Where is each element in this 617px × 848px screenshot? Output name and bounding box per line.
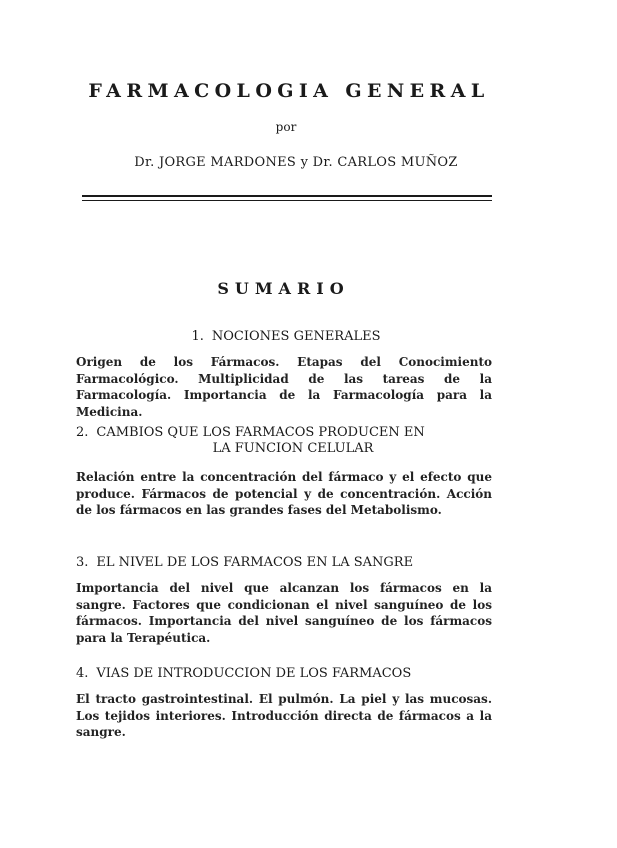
section-title-line2: LA FUNCION CELULAR (212, 441, 374, 456)
section-number: 1. (191, 329, 204, 344)
byline-por: por (275, 120, 297, 134)
section-title: NOCIONES GENERALES (211, 329, 381, 344)
section-number: 3. (76, 555, 89, 570)
section-title: CAMBIOS QUE LOS FARMACOS PRODUCEN EN (96, 425, 425, 440)
section-paragraph: Origen de los Fármacos. Etapas del Conocimiento Farmacológico. Multiplicidad de las tareas de la Farmacología. Importancia de la Farmacología para la Medicina. (76, 355, 492, 419)
section-heading (76, 425, 496, 457)
rule-thin (82, 200, 492, 201)
section-title: EL NIVEL DE LOS FARMACOS EN LA SANGRE (96, 555, 414, 570)
section-heading (76, 666, 496, 682)
rule-thick (82, 195, 492, 197)
double-rule-divider (82, 195, 492, 205)
section-title: VIAS DE INTRODUCCION DE LOS FARMACOS (96, 666, 412, 681)
section-paragraph: Importancia del nivel que alcanzan los fármacos en la sangre. Factores que condicionan el nivel sanguíneo de los fármacos. Importancia del nivel sanguíneo de los fármacos para la Terapéutica. (76, 581, 492, 645)
section-heading (76, 555, 496, 571)
summary-heading: SUMARIO (217, 279, 350, 298)
section-paragraph: El tracto gastrointestinal. El pulmón. La piel y las mucosas. Los tejidos interiores. Introducción directa de fármacos a la sangre. (76, 692, 492, 739)
section-heading (76, 329, 496, 345)
authors-line: Dr. JORGE MARDONES y Dr. CARLOS MUÑOZ (134, 155, 458, 170)
section-number: 4. (76, 666, 89, 681)
section-paragraph: Relación entre la concentración del fármaco y el efecto que produce. Fármacos de potencial y de concentración. Acción de los fármacos en las grandes fases del Metabolismo. (76, 470, 492, 517)
document-title: FARMACOLOGIA GENERAL (88, 80, 490, 102)
section-number: 2. (76, 425, 89, 440)
